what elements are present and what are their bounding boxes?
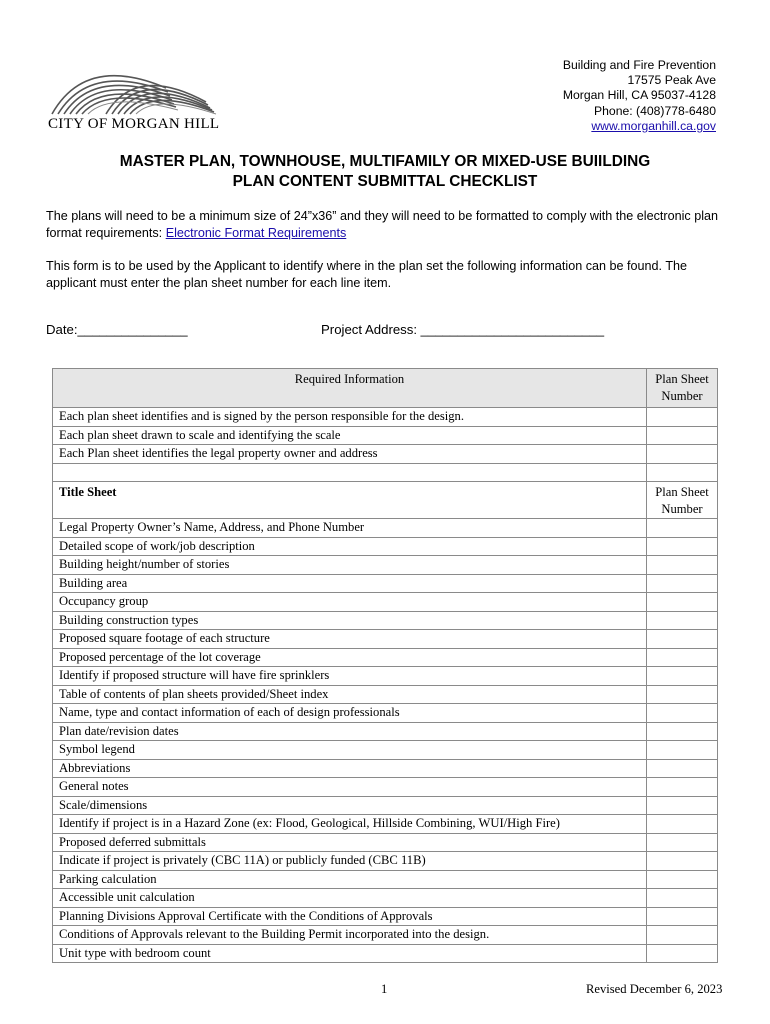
required-item: General notes [53,778,647,797]
table-row [53,778,718,797]
table-row [53,722,718,741]
required-item: Unit type with bedroom count [53,944,647,963]
electronic-format-link[interactable]: Electronic Format Requirements [165,226,347,240]
address-line: Building and Fire Prevention [562,58,716,72]
intro-paragraph-1 [46,208,736,242]
required-item: Proposed square footage of each structure [53,630,647,649]
table-row [53,815,718,834]
plan-sheet-number-cell[interactable] [647,574,718,593]
header-plan-sheet-number: Plan Sheet Number [647,369,718,408]
required-item: Scale/dimensions [53,796,647,815]
table-row [53,519,718,538]
table-row [53,926,718,945]
address-line: 17575 Peak Ave [627,73,716,88]
table-row [53,408,718,427]
intro-paragraph-2: This form is to be used by the Applicant to identify where in the plan set the following information can be found. The applicant must enter the plan sheet number for each line item. [46,259,688,290]
table-row [53,944,718,963]
plan-sheet-number-cell[interactable] [647,704,718,723]
table-row [53,556,718,575]
required-item [53,463,647,482]
table-row [53,685,718,704]
table-row [53,741,718,760]
title-sheet-section-row [53,482,718,519]
title-line-2: PLAN CONTENT SUBMITTAL CHECKLIST [232,173,538,190]
city-logo [46,58,218,136]
required-item: Building construction types [53,611,647,630]
table-row [53,796,718,815]
address-line: Phone: (408)778-6480 [594,103,716,118]
table-row [53,852,718,871]
required-item: Parking calculation [53,870,647,889]
plan-sheet-number-cell[interactable] [647,648,718,667]
plan-sheet-number-cell[interactable] [647,537,718,556]
plan-sheet-number-cell[interactable] [647,611,718,630]
plan-sheet-number-cell[interactable] [647,667,718,686]
table-row [53,833,718,852]
hills-logo-icon [46,58,218,116]
department-address [563,58,716,134]
table-row [53,611,718,630]
required-item: Each Plan sheet identifies the legal property owner and address [53,445,647,464]
page-number: 1 [381,982,388,996]
plan-sheet-number-cell[interactable] [647,519,718,538]
table-row [53,426,718,445]
required-item: Plan date/revision dates [53,722,647,741]
revision-date: Revised December 6, 2023 [586,982,723,996]
plan-sheet-number-cell[interactable] [647,408,718,427]
plan-sheet-number-cell[interactable] [647,852,718,871]
project-address-field[interactable]: Project Address: _________________________ [321,322,605,337]
table-row [53,667,718,686]
table-row [53,537,718,556]
table-row [53,889,718,908]
required-item: Planning Divisions Approval Certificate with the Conditions of Approvals [53,907,647,926]
plan-sheet-number-cell[interactable] [647,593,718,612]
title-sheet-heading: Title Sheet [53,482,647,519]
checklist-table [52,368,718,963]
required-item: Proposed deferred submittals [53,833,647,852]
table-row [53,704,718,723]
plan-sheet-number-cell[interactable] [647,926,718,945]
required-item: Occupancy group [53,593,647,612]
table-row [53,648,718,667]
required-item: Each plan sheet drawn to scale and identifying the scale [53,426,647,445]
required-item: Proposed percentage of the lot coverage [53,648,647,667]
required-item: Accessible unit calculation [53,889,647,908]
title-sheet-number-heading: Plan Sheet Number [647,482,718,519]
intro-text: The plans will need to be a minimum size of 24”x36” and they will need to be formatted to comply with the electronic plan format requirements: [46,209,719,240]
table-header-row [53,369,718,408]
required-item: Conditions of Approvals relevant to the Building Permit incorporated into the design. [53,926,647,945]
plan-sheet-number-cell[interactable] [647,944,718,963]
required-item: Detailed scope of work/job description [53,537,647,556]
table-row [53,870,718,889]
plan-sheet-number-cell[interactable] [647,741,718,760]
required-item: Identify if proposed structure will have fire sprinklers [53,667,647,686]
plan-sheet-number-cell[interactable] [647,759,718,778]
required-item: Abbreviations [53,759,647,778]
plan-sheet-number-cell[interactable] [647,556,718,575]
table-row [53,463,718,482]
required-item: Symbol legend [53,741,647,760]
table-row [53,445,718,464]
required-item: Identify if project is in a Hazard Zone (ex: Flood, Geological, Hillside Combining, WUI/High Fire) [53,815,647,834]
required-item: Building area [53,574,647,593]
date-field[interactable]: Date:_______________ [46,322,188,337]
title-line-1: MASTER PLAN, TOWNHOUSE, MULTIFAMILY OR MIXED-USE BUIILDING [119,153,651,170]
plan-sheet-number-cell[interactable] [647,722,718,741]
table-row [53,593,718,612]
plan-sheet-number-cell[interactable] [647,870,718,889]
required-item: Name, type and contact information of each of design professionals [53,704,647,723]
plan-sheet-number-cell[interactable] [647,685,718,704]
required-item: Each plan sheet identifies and is signed by the person responsible for the design. [53,408,647,427]
plan-sheet-number-cell[interactable] [647,630,718,649]
required-item: Building height/number of stories [53,556,647,575]
page-title [0,152,770,192]
plan-sheet-number-cell[interactable] [647,889,718,908]
required-item: Legal Property Owner’s Name, Address, and Phone Number [53,519,647,538]
table-row [53,907,718,926]
plan-sheet-number-cell[interactable] [647,445,718,464]
table-row [53,574,718,593]
plan-sheet-number-cell[interactable] [647,778,718,797]
website-link[interactable]: www.morganhill.ca.gov [591,118,716,133]
table-row [53,630,718,649]
header-required-information: Required Information [53,369,647,408]
plan-sheet-number-cell[interactable] [647,426,718,445]
required-item: Table of contents of plan sheets provided/Sheet index [53,685,647,704]
plan-sheet-number-cell[interactable] [647,815,718,834]
plan-sheet-number-cell[interactable] [647,796,718,815]
table-row [53,759,718,778]
logo-text: CITY OF MORGAN HILL [48,116,220,132]
plan-sheet-number-cell[interactable] [647,907,718,926]
address-line: Morgan Hill, CA 95037-4128 [562,88,716,103]
required-item: Indicate if project is privately (CBC 11A) or publicly funded (CBC 11B) [53,852,647,871]
plan-sheet-number-cell[interactable] [647,463,718,482]
plan-sheet-number-cell[interactable] [647,833,718,852]
